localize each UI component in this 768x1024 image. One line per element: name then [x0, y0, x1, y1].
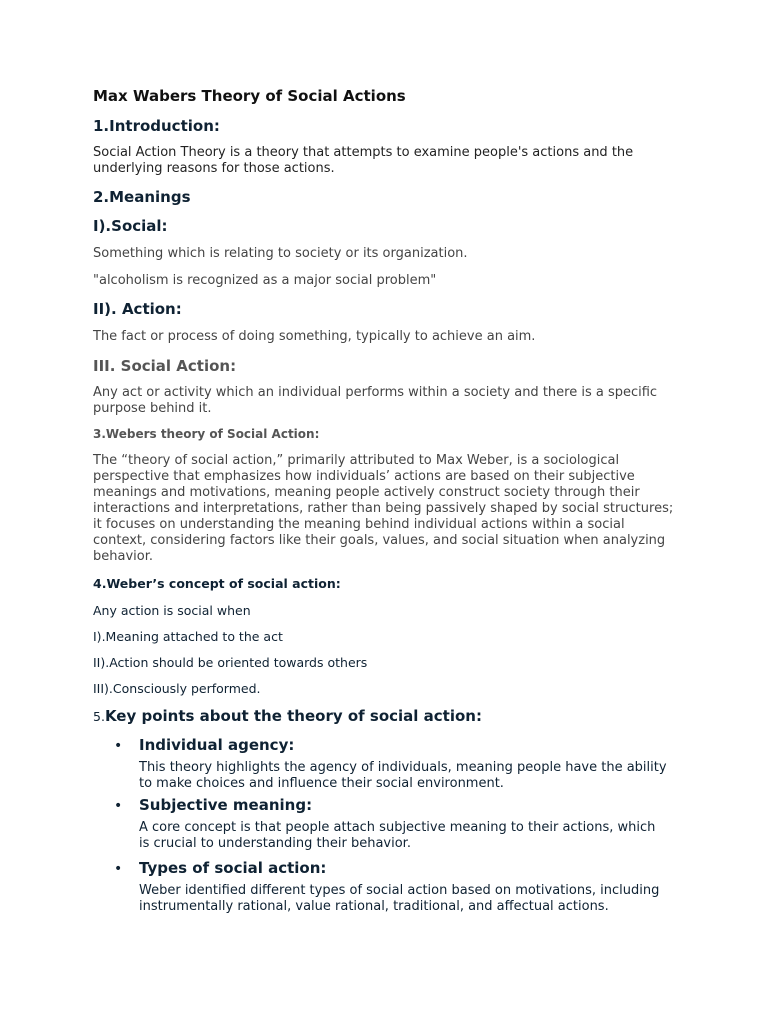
social-action-definition: Any act or activity which an individual performs within a society and there is a specific purpose behind it.: [93, 385, 658, 416]
key-points-heading: [93, 707, 482, 725]
key-point-text: Weber identified different types of social action based on motivations, including instrumentally rational, value rational, traditional, and affectual actions.: [139, 883, 660, 914]
key-points-number: 5.: [93, 709, 105, 724]
concept-item: III).Consciously performed.: [93, 681, 261, 696]
concept-intro: Any action is social when: [93, 603, 251, 618]
weber-theory-text: The “theory of social action,” primarily attributed to Max Weber, is a sociological perspective that emphasizes how individuals’ actions are based on their subjective meanings and motivations, meaning people actively construct society through their interactions and interpretations, rather than being passively shaped by social structures; it focuses on understanding the meaning behind individual actions within a social context, considering factors like their goals, values, and social situation when analyzing behavior.: [93, 453, 674, 564]
social-action-heading: III. Social Action:: [93, 357, 237, 375]
introduction-heading: 1.Introduction:: [93, 117, 220, 135]
concept-item: I).Meaning attached to the act: [93, 629, 283, 644]
social-definition: Something which is relating to society or its organization.: [93, 246, 468, 261]
key-point-text: A core concept is that people attach subjective meaning to their actions, which is crucial to understanding their behavior.: [139, 820, 656, 851]
key-point-text: This theory highlights the agency of individuals, meaning people have the ability to make choices and influence their social environment.: [139, 760, 667, 791]
key-point-heading: Individual agency:: [139, 736, 295, 754]
bullet-icon: •: [114, 861, 123, 877]
introduction-text: Social Action Theory is a theory that attempts to examine people's actions and the underlying reasons for those actions.: [93, 145, 634, 176]
social-heading: I).Social:: [93, 217, 168, 235]
key-points-heading-text: Key points about the theory of social action:: [104, 707, 482, 725]
social-example: "alcoholism is recognized as a major social problem": [93, 273, 437, 288]
document-title: Max Wabers Theory of Social Actions: [93, 87, 406, 105]
action-definition: The fact or process of doing something, typically to achieve an aim.: [93, 329, 536, 344]
action-heading: II). Action:: [93, 300, 182, 318]
bullet-icon: •: [114, 738, 123, 754]
weber-theory-heading: 3.Webers theory of Social Action:: [93, 427, 320, 441]
concept-heading: 4.Weber’s concept of social action:: [93, 576, 341, 591]
key-point-heading: Subjective meaning:: [139, 796, 313, 814]
concept-item: II).Action should be oriented towards others: [93, 655, 368, 670]
key-point-heading: Types of social action:: [139, 859, 327, 877]
meanings-heading: 2.Meanings: [93, 188, 191, 206]
bullet-icon: •: [114, 798, 123, 814]
